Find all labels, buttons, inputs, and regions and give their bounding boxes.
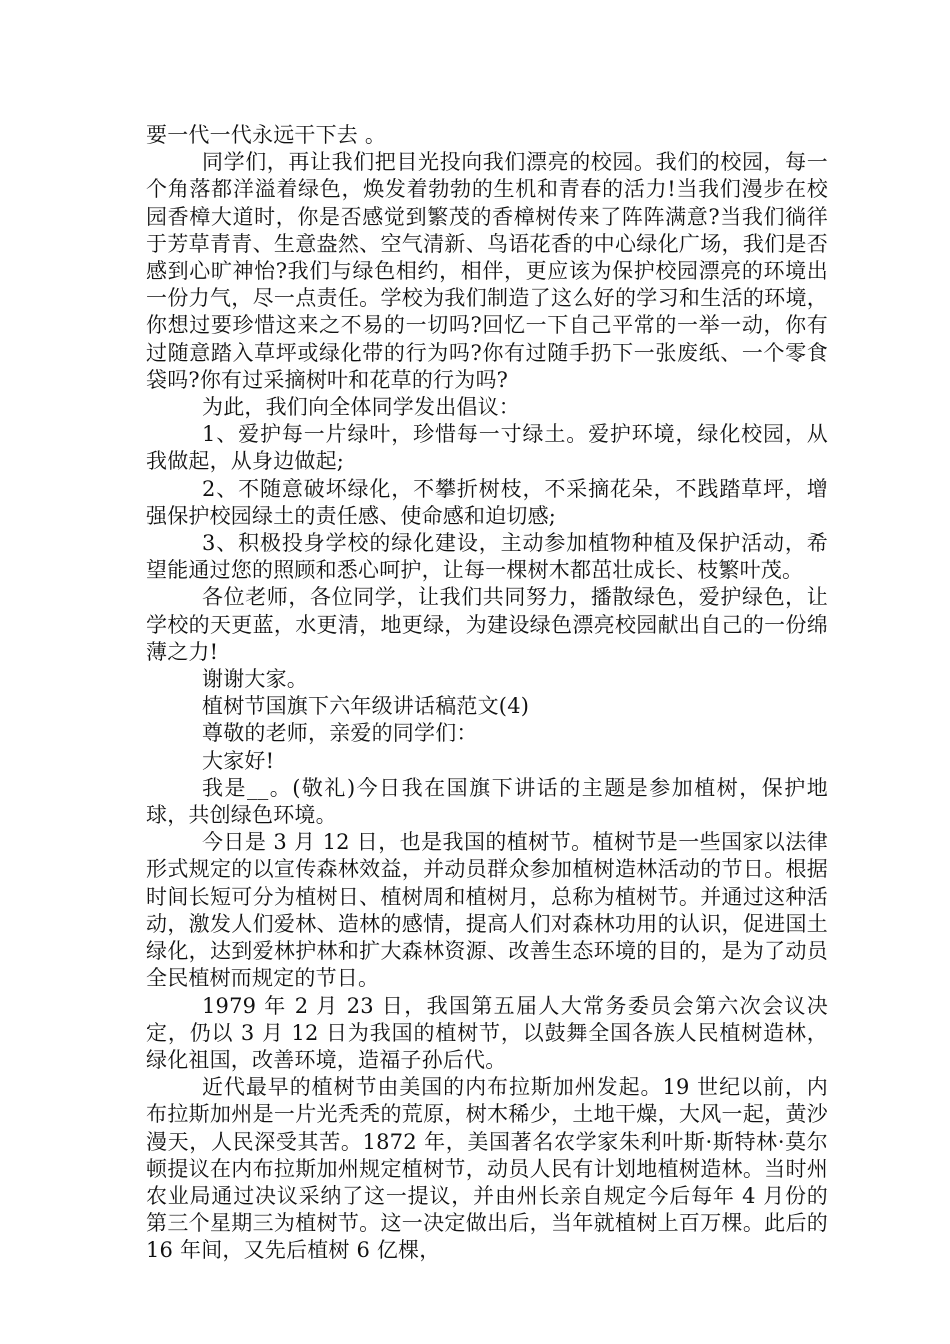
greeting: 大家好! (202, 748, 275, 773)
paragraph-7: 各位老师，各位同学，让我们共同努力，播散绿色，爱护绿色，让学校的天更蓝，水更清，地更绿，为建设绿色漂亮校园献出自己的一份绵薄之力! (146, 585, 828, 664)
proposal-item-3: 3、积极投身学校的绿化建设，主动参加植物种植及保护活动，希望能通过您的照顾和悉心呵护，让每一棵树木都茁壮成长、枝繁叶茂。 (146, 531, 828, 583)
paragraph-14: 1979 年 2 月 23 日，我国第五届人大常务委员会第六次会议决定，仍以 3 月 12 日为我国的植树节，以鼓舞全国各族人民植树造林，绿化祖国，改善环境，造福子孙后代。 (146, 993, 828, 1072)
paragraph-12: 我是__。(敬礼)今日我在国旗下讲话的主题是参加植树，保护地球，共创绿色环境。 (146, 775, 828, 828)
proposal-item-1: 1、爱护每一片绿叶，珍惜每一寸绿土。爱护环境，绿化校园，从我做起，从身边做起; (146, 422, 828, 474)
paragraph-13: 今日是 3 月 12 日，也是我国的植树节。植树节是一些国家以法律形式规定的以宣传森林效益，并动员群众参加植树造林活动的节日。根据时间长短可分为植树日、植树周和植树月，总称为植树节。并通过这种活动，激发人们爱林、造林的感情，提高人们对森林功用的认识，促进国土绿化，达到爱林护林和扩大森林资源、改善生态环境的目的，是为了动员全民植树而规定的节日。 (146, 830, 828, 991)
proposal-item-2: 2、不随意破坏绿化，不攀折树枝，不采摘花朵，不践踏草坪，增强保护校园绿土的责任感、使命感和迫切感; (146, 476, 828, 528)
paragraph-2: 同学们，再让我们把目光投向我们漂亮的校园。我们的校园，每一个角落都洋溢着绿色，焕发着勃勃的生机和青春的活力!当我们漫步在校园香樟大道时，你是否感觉到繁茂的香樟树传来了阵阵满意?当我们徜徉于芳草青青、生意盎然、空气清新、鸟语花香的中心绿化广场，我们是否感到心旷神怡?我们与绿色相约，相伴，更应该为保护校园漂亮的环境出一份力气，尽一点责任。学校为我们制造了这么好的学习和生活的环境，你想过要珍惜这来之不易的一切吗?回忆一下自己平常的一举一动，你有过随意踏入草坪或绿化带的行为吗?你有过随手扔下一张废纸、一个零食袋吗?你有过采摘树叶和花草的行为吗? (146, 150, 828, 392)
paragraph-8: 谢谢大家。 (202, 667, 308, 692)
salutation: 尊敬的老师，亲爱的同学们： (202, 721, 478, 746)
section-title: 植树节国旗下六年级讲话稿范文(4) (202, 694, 530, 719)
document-page (146, 122, 828, 1265)
paragraph-1: 要一代一代永远干下去 。 (146, 123, 387, 147)
paragraph-15: 近代最早的植树节由美国的内布拉斯加州发起。19 世纪以前，内布拉斯加州是一片光秃秃的荒原，树木稀少，土地干燥，大风一起，黄沙漫天，人民深受其苦。1872 年，美国著名农学家朱利叶斯·斯特林·莫尔顿提议在内布拉斯加州规定植树节，动员人民有计划地植树造林。当时州农业局通过决议采纳了这一提议，并由州长亲自规定今后每年 4 月份的第三个星期三为植树节。这一决定做出后，当年就植树上百万棵。此后的 16 年间，又先后植树 6 亿棵， (146, 1075, 828, 1263)
paragraph-3: 为此，我们向全体同学发出倡议： (202, 395, 520, 420)
